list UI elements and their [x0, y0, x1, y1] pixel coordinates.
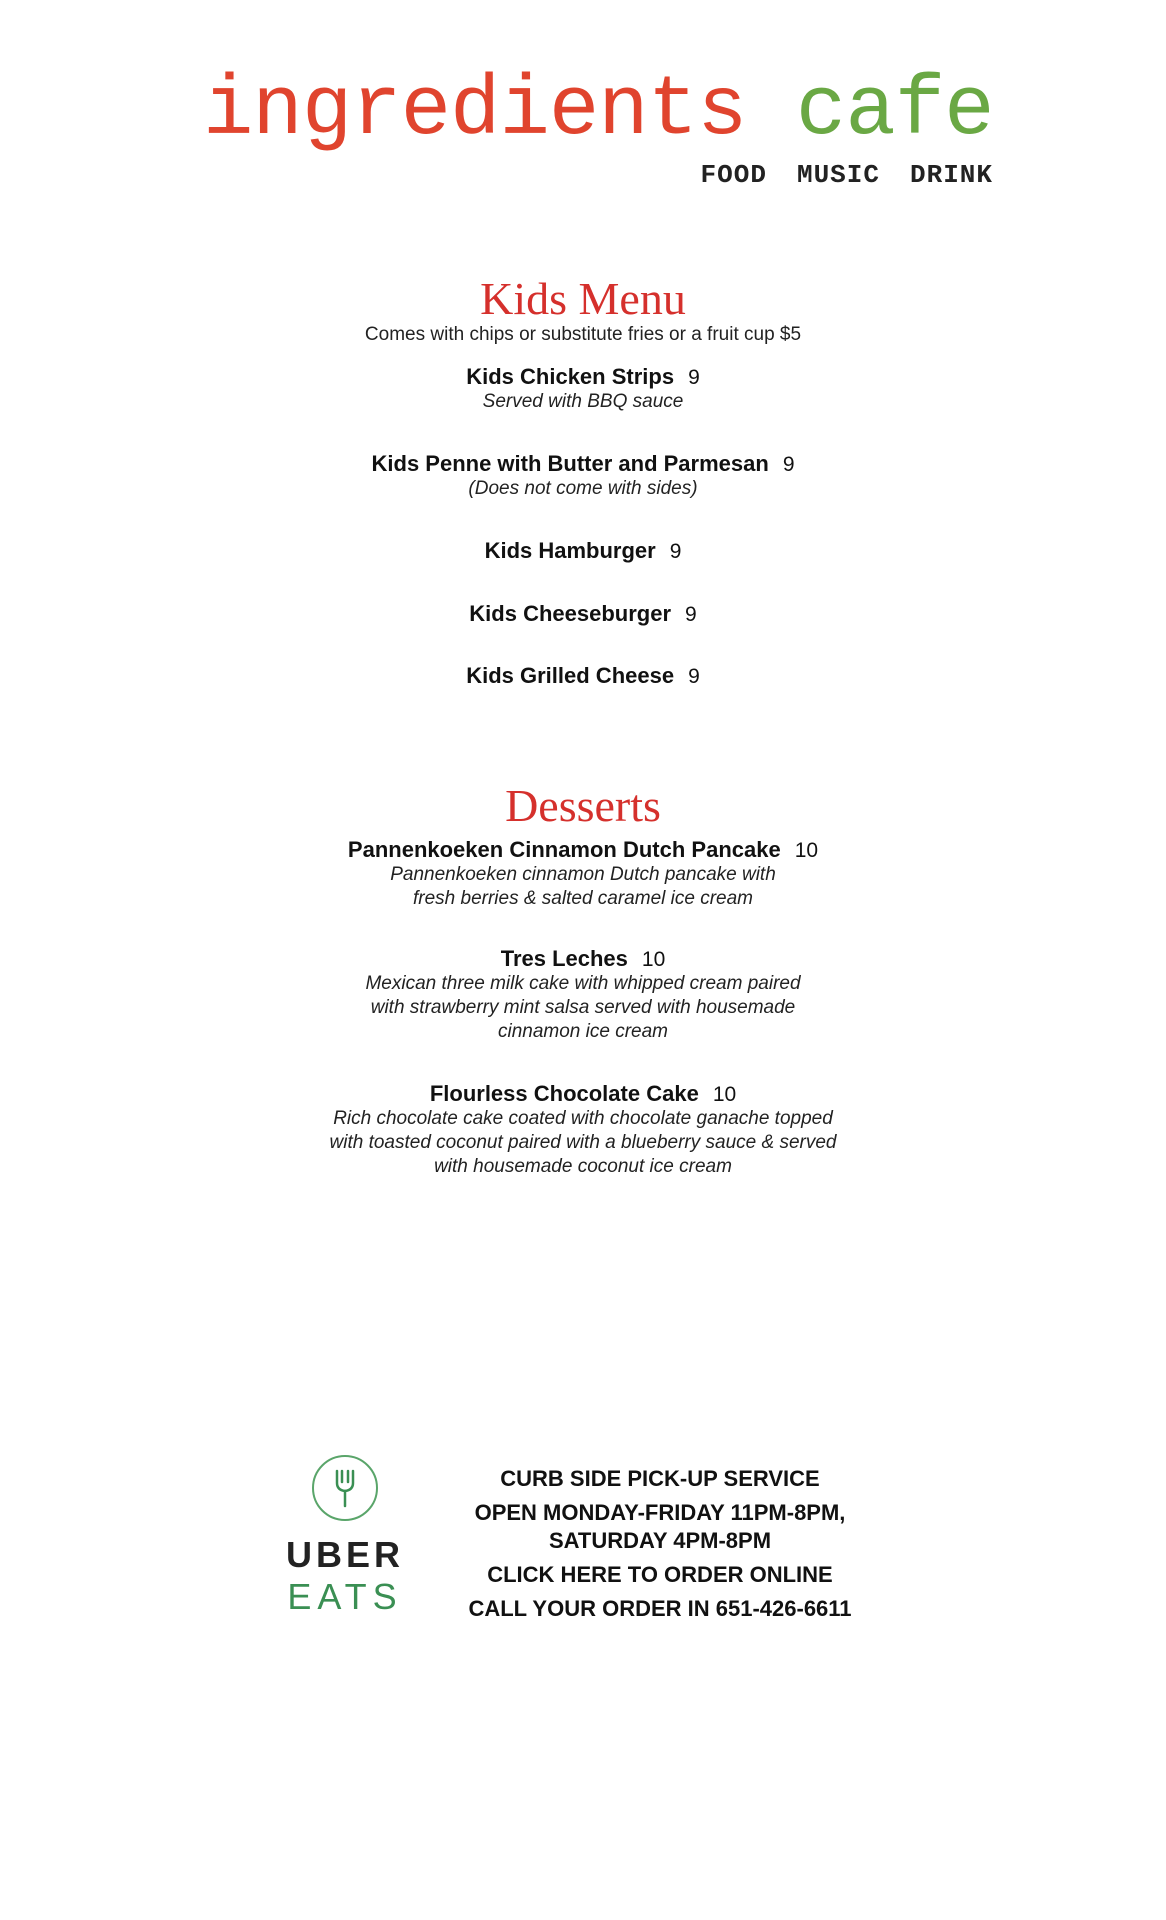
item-price: 10: [641, 948, 666, 971]
item-name: Kids Cheeseburger: [469, 601, 672, 626]
tagline-food: FOOD: [700, 160, 767, 190]
desserts-title: Desserts: [505, 780, 661, 831]
item-desc: fresh berries & salted caramel ice cream: [412, 888, 753, 909]
menu-item: [0, 601, 1166, 627]
item-desc: with strawberry mint salsa served with housemade: [370, 997, 796, 1018]
item-name: Kids Grilled Cheese: [466, 663, 675, 688]
menu-item: [0, 663, 1166, 689]
call-order-phone[interactable]: CALL YOUR ORDER IN 651-426-6611: [468, 1596, 852, 1621]
menu-item: [0, 1081, 1166, 1179]
desserts-heading: [0, 780, 1166, 832]
item-name: Tres Leches: [500, 946, 628, 971]
item-price: 10: [794, 839, 819, 862]
logo-tagline: [701, 160, 993, 190]
item-price: 9: [688, 366, 700, 389]
item-desc: Served with BBQ sauce: [482, 391, 684, 412]
item-price: 9: [685, 603, 697, 626]
item-desc: with toasted coconut paired with a blueberry sauce & served: [329, 1132, 837, 1153]
item-desc: with housemade coconut ice cream: [434, 1156, 732, 1177]
item-desc: Rich chocolate cake coated with chocolate ganache topped: [333, 1108, 833, 1129]
kids-menu-subtitle-row: [0, 324, 1166, 346]
logo-title-part2: cafe: [795, 64, 994, 159]
logo-title-part1: ingredients: [203, 64, 747, 159]
item-price: 9: [688, 665, 700, 688]
menu-item: [0, 837, 1166, 911]
uber-eats-logo[interactable]: [275, 1455, 415, 1619]
menu-item: [0, 946, 1166, 1044]
item-desc: (Does not come with sides): [468, 478, 698, 499]
item-desc: Pannenkoeken cinnamon Dutch pancake with: [390, 864, 776, 885]
fork-icon: [312, 1455, 378, 1521]
kids-menu-subtitle: Comes with chips or substitute fries or a fruit cup $5: [364, 324, 802, 345]
item-price: 9: [669, 540, 682, 563]
menu-item: [0, 451, 1166, 501]
item-desc: Mexican three milk cake with whipped cream paired: [365, 973, 801, 994]
menu-item: [0, 364, 1166, 414]
item-desc: cinnamon ice cream: [497, 1021, 669, 1042]
hours-line-1: OPEN MONDAY-FRIDAY 11PM-8PM,: [474, 1500, 846, 1525]
kids-menu-title: Kids Menu: [480, 273, 686, 324]
order-online-link[interactable]: CLICK HERE TO ORDER ONLINE: [487, 1562, 833, 1587]
curbside-info: [440, 1465, 880, 1623]
item-name: Kids Penne with Butter and Parmesan: [371, 451, 769, 476]
tagline-drink: DRINK: [909, 160, 993, 190]
item-name: Pannenkoeken Cinnamon Dutch Pancake: [347, 837, 781, 862]
hours-line-2: SATURDAY 4PM-8PM: [548, 1528, 772, 1553]
item-price: 9: [782, 453, 795, 476]
cafe-logo: [203, 64, 994, 190]
menu-item: [0, 538, 1166, 564]
item-price: 10: [712, 1083, 737, 1106]
item-name: Kids Hamburger: [484, 538, 656, 563]
tagline-music: MUSIC: [796, 160, 880, 190]
eats-wordmark: EATS: [287, 1576, 403, 1617]
kids-menu-heading: [0, 273, 1166, 325]
item-name: Kids Chicken Strips: [466, 364, 675, 389]
item-name: Flourless Chocolate Cake: [429, 1081, 699, 1106]
logo-title: [203, 64, 994, 159]
uber-wordmark: UBER: [285, 1534, 404, 1575]
curbside-heading: CURB SIDE PICK-UP SERVICE: [500, 1466, 820, 1491]
